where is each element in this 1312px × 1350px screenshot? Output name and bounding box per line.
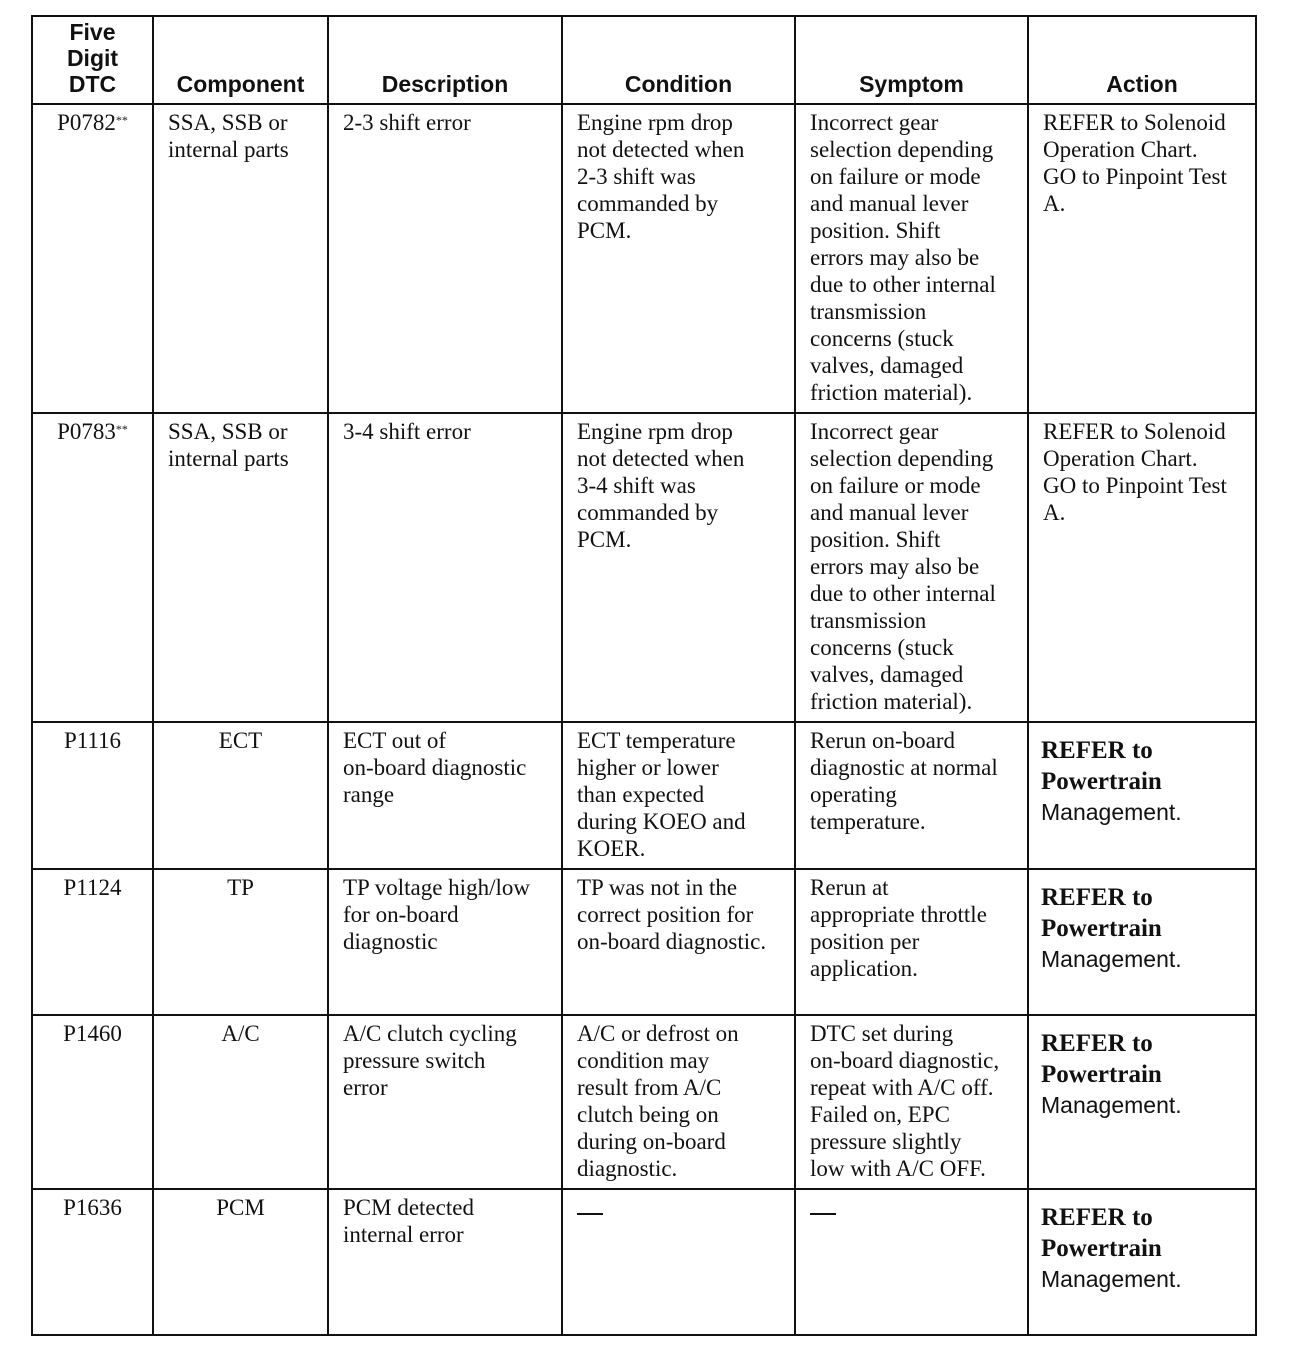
symptom-text: low with A/C OFF. <box>810 1156 986 1181</box>
description-text: 2-3 shift error <box>343 110 471 135</box>
symptom-text: errors may also be <box>810 554 980 579</box>
cell-dtc <box>32 413 153 722</box>
cell-component <box>153 1015 328 1189</box>
symptom-text: friction material). <box>810 689 973 714</box>
condition-text: condition may <box>577 1048 710 1073</box>
description-text: diagnostic <box>343 929 438 954</box>
description-text: on-board diagnostic <box>343 755 527 780</box>
cell-symptom <box>795 1189 1028 1335</box>
description-text: ECT out of <box>343 728 447 753</box>
condition-text: ECT temperature <box>577 728 736 753</box>
symptom-text: Rerun at <box>810 875 889 900</box>
symptom-text: repeat with A/C off. <box>810 1075 994 1100</box>
symptom-text: Incorrect gear <box>810 419 939 444</box>
symptom-text: and manual lever <box>810 500 969 525</box>
dtc-table <box>31 15 1257 1336</box>
cell-condition <box>562 104 795 413</box>
action-text: REFER to Solenoid <box>1043 419 1226 444</box>
condition-text: KOER. <box>577 836 646 861</box>
description-text: error <box>343 1075 388 1100</box>
symptom-text: on failure or mode <box>810 164 981 189</box>
condition-text: during on-board <box>577 1129 726 1154</box>
table-row <box>32 869 1256 1015</box>
condition-text: during KOEO and <box>577 809 746 834</box>
cell-description <box>328 869 562 1015</box>
dtc-code: P0783 <box>57 419 116 444</box>
cell-component <box>153 413 328 722</box>
table-row <box>32 1189 1256 1335</box>
symptom-text: transmission <box>810 299 927 324</box>
action-text-bold: Powertrain <box>1041 1061 1162 1088</box>
cell-condition <box>562 1189 795 1335</box>
action-text: GO to Pinpoint Test <box>1043 473 1227 498</box>
cell-condition <box>562 1015 795 1189</box>
cell-condition <box>562 869 795 1015</box>
component-text: internal parts <box>168 137 289 162</box>
condition-text: diagnostic. <box>577 1156 678 1181</box>
condition-text: correct position for <box>577 902 754 927</box>
symptom-text: Rerun on-board <box>810 728 955 753</box>
header-dtc-line: DTC <box>68 71 117 97</box>
dtc-code: P1636 <box>63 1195 122 1220</box>
symptom-text: position. Shift <box>810 527 941 552</box>
symptom-text: transmission <box>810 608 927 633</box>
symptom-text: application. <box>810 956 918 981</box>
header-symptom: Symptom <box>795 16 1028 104</box>
condition-text: not detected when <box>577 137 745 162</box>
symptom-text: and manual lever <box>810 191 969 216</box>
table-row <box>32 722 1256 869</box>
dtc-footnote-mark: ** <box>115 113 128 127</box>
symptom-text: position. Shift <box>810 218 941 243</box>
cell-condition <box>562 722 795 869</box>
component-text: internal parts <box>168 446 289 471</box>
cell-dtc <box>32 104 153 413</box>
table-row <box>32 104 1256 413</box>
condition-text: commanded by <box>577 191 719 216</box>
symptom-text: appropriate throttle <box>810 902 987 927</box>
table-row <box>32 1015 1256 1189</box>
header-dtc-line: Digit <box>66 45 119 71</box>
symptom-text: due to other internal <box>810 581 996 606</box>
header-row <box>32 16 1256 104</box>
cell-symptom <box>795 722 1028 869</box>
condition-text: Engine rpm drop <box>577 110 733 135</box>
cell-component <box>153 1189 328 1335</box>
cell-action <box>1028 1189 1256 1335</box>
header-dtc <box>32 16 153 104</box>
dtc-code: P1460 <box>63 1021 122 1046</box>
cell-dtc <box>32 869 153 1015</box>
symptom-text: due to other internal <box>810 272 996 297</box>
action-text: GO to Pinpoint Test <box>1043 164 1227 189</box>
symptom-text: errors may also be <box>810 245 980 270</box>
symptom-text: Incorrect gear <box>810 110 939 135</box>
condition-text: on-board diagnostic. <box>577 929 767 954</box>
condition-text: Engine rpm drop <box>577 419 733 444</box>
cell-dtc <box>32 1015 153 1189</box>
dtc-code: P1116 <box>63 728 122 753</box>
condition-text: result from A/C <box>577 1075 722 1100</box>
symptom-text: position per <box>810 929 920 954</box>
symptom-text: pressure slightly <box>810 1129 962 1154</box>
condition-text: than expected <box>577 782 705 807</box>
component-text: SSA, SSB or <box>168 419 288 444</box>
empty-dash <box>810 1213 836 1215</box>
description-text: for on-board <box>343 902 459 927</box>
table-body <box>32 104 1256 1335</box>
component-text: ECT <box>218 728 263 753</box>
action-text-bold: Powertrain <box>1041 915 1162 942</box>
cell-symptom <box>795 104 1028 413</box>
action-text: Management. <box>1041 1092 1182 1118</box>
condition-text: commanded by <box>577 500 719 525</box>
symptom-text: operating <box>810 782 897 807</box>
header-condition: Condition <box>562 16 795 104</box>
empty-dash <box>577 1213 603 1215</box>
component-text: SSA, SSB or <box>168 110 288 135</box>
description-text: PCM detected <box>343 1195 474 1220</box>
cell-symptom <box>795 869 1028 1015</box>
symptom-text: selection depending <box>810 446 994 471</box>
condition-text: A/C or defrost on <box>577 1021 739 1046</box>
condition-text: TP was not in the <box>577 875 738 900</box>
condition-text: PCM. <box>577 527 632 552</box>
symptom-text: selection depending <box>810 137 994 162</box>
cell-symptom <box>795 1015 1028 1189</box>
component-text: PCM <box>216 1195 265 1220</box>
cell-component <box>153 722 328 869</box>
cell-description <box>328 1189 562 1335</box>
action-text: REFER to Solenoid <box>1043 110 1226 135</box>
table-row <box>32 413 1256 722</box>
header-component: Component <box>153 16 328 104</box>
description-text: pressure switch <box>343 1048 486 1073</box>
cell-description <box>328 722 562 869</box>
symptom-text: valves, damaged <box>810 353 964 378</box>
dtc-code: P0782 <box>57 110 116 135</box>
description-text: internal error <box>343 1222 464 1247</box>
action-text-bold: Powertrain <box>1041 768 1162 795</box>
cell-description <box>328 1015 562 1189</box>
action-text: Management. <box>1041 946 1182 972</box>
description-text: range <box>343 782 395 807</box>
cell-symptom <box>795 413 1028 722</box>
symptom-text: concerns (stuck <box>810 326 954 351</box>
condition-text: not detected when <box>577 446 745 471</box>
symptom-text: friction material). <box>810 380 973 405</box>
cell-action <box>1028 869 1256 1015</box>
action-text-bold: REFER to <box>1041 737 1153 764</box>
symptom-text: on failure or mode <box>810 473 981 498</box>
cell-dtc <box>32 1189 153 1335</box>
component-text: TP <box>227 875 254 900</box>
condition-text: 2-3 shift was <box>577 164 696 189</box>
action-text-bold: REFER to <box>1041 884 1153 911</box>
action-text: Management. <box>1041 799 1182 825</box>
symptom-text: DTC set during <box>810 1021 954 1046</box>
condition-text: clutch being on <box>577 1102 719 1127</box>
condition-text: 3-4 shift was <box>577 473 696 498</box>
cell-action <box>1028 104 1256 413</box>
dtc-footnote-mark: ** <box>115 422 128 436</box>
action-text-bold: REFER to <box>1041 1030 1153 1057</box>
symptom-text: temperature. <box>810 809 926 834</box>
header-dtc-line: Five <box>69 19 116 45</box>
header-action: Action <box>1028 16 1256 104</box>
symptom-text: diagnostic at normal <box>810 755 998 780</box>
action-text: Operation Chart. <box>1043 446 1198 471</box>
cell-dtc <box>32 722 153 869</box>
condition-text: PCM. <box>577 218 632 243</box>
cell-component <box>153 104 328 413</box>
cell-description <box>328 104 562 413</box>
dtc-code: P1124 <box>63 875 122 900</box>
action-text: Management. <box>1041 1266 1182 1292</box>
symptom-text: on-board diagnostic, <box>810 1048 1000 1073</box>
symptom-text: concerns (stuck <box>810 635 954 660</box>
description-text: 3-4 shift error <box>343 419 471 444</box>
action-text-bold: REFER to <box>1041 1204 1153 1231</box>
cell-action <box>1028 722 1256 869</box>
cell-action <box>1028 413 1256 722</box>
component-text: A/C <box>221 1021 260 1046</box>
action-text-bold: Powertrain <box>1041 1235 1162 1262</box>
cell-component <box>153 869 328 1015</box>
cell-description <box>328 413 562 722</box>
description-text: TP voltage high/low <box>343 875 530 900</box>
action-text: A. <box>1043 500 1066 525</box>
header-description: Description <box>328 16 562 104</box>
cell-condition <box>562 413 795 722</box>
condition-text: higher or lower <box>577 755 719 780</box>
action-text: A. <box>1043 191 1066 216</box>
symptom-text: valves, damaged <box>810 662 964 687</box>
cell-action <box>1028 1015 1256 1189</box>
description-text: A/C clutch cycling <box>343 1021 517 1046</box>
symptom-text: Failed on, EPC <box>810 1102 950 1127</box>
action-text: Operation Chart. <box>1043 137 1198 162</box>
